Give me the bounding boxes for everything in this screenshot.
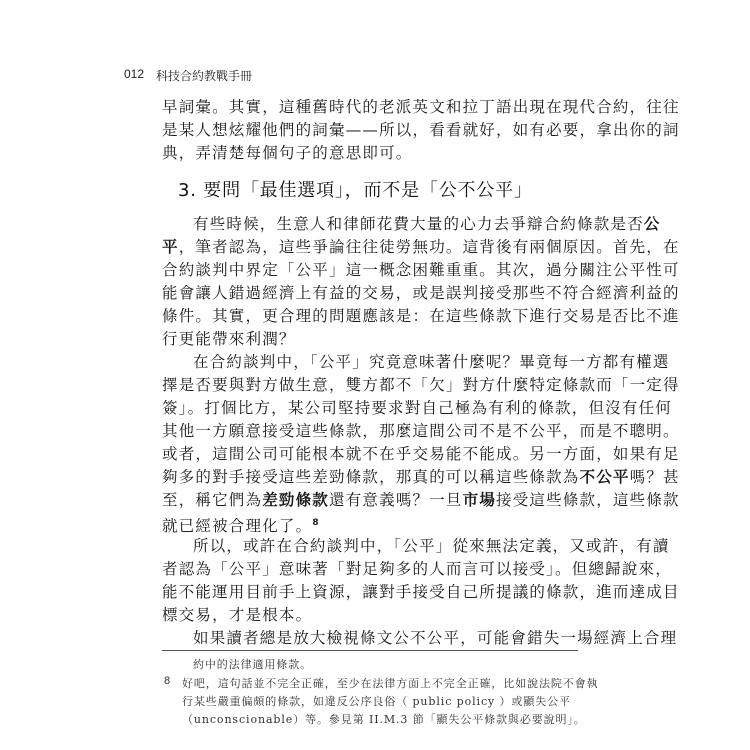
footnote-reference: 8 xyxy=(312,518,320,528)
p2-line-6: 夠多的對手接受這些差勁條款，那真的可以稱這些條款為不公平嗎？甚 xyxy=(162,468,680,486)
p1-line-2: 平，筆者認為，這些爭論往往徒勞無功。這背後有兩個原因。首先，在 xyxy=(162,238,680,256)
footnote-line-1: 好吧，這句話並不完全正確，至少在法律方面上不完全正確，比如說法院不會執 xyxy=(182,677,599,690)
footnote-number: 8 xyxy=(164,675,171,687)
footnote-line-2: 行某些嚴重偏頗的條款，如違反公序良俗（ public policy ）或顯失公平 xyxy=(182,695,571,708)
intro-line-2: 是某人想炫耀他們的詞彙——所以，看看就好，如有必要，拿出你的詞 xyxy=(162,121,680,139)
p2-line-8: 就已經被合理化了。$^8$ xyxy=(162,517,320,536)
intro-line-1: 早詞彙。其實，這種舊時代的老派英文和拉丁語出現在現代合約，往往 xyxy=(162,98,680,116)
bold-term: 市場 xyxy=(462,491,497,509)
p4-line-1: 如果讀者總是放大檢視條文公不公平，可能會錯失一場經濟上合理 xyxy=(193,629,678,647)
p3-line-2: 者認為「公平」意味著「對足夠多的人而言可以接受」。但總歸說來， xyxy=(162,560,672,578)
p2-line-7: 至，稱它們為差勁條款還有意義嗎？一旦市場接受這些條款，這些條款 xyxy=(162,491,680,509)
p3-line-3: 能不能運用目前手上資源，讓對手接受自己所提議的條款，進而達成目 xyxy=(162,583,680,601)
p2-line-4: 其他一方願意接受這些條款，那麼這間公司不是不公平，而是不聰明。 xyxy=(162,422,680,440)
p1-line-1: 有些時候，生意人和律師花費大量的心力去爭辯合約條款是否公 xyxy=(193,215,661,233)
intro-line-3: 典，弄清楚每個句子的意思即可。 xyxy=(162,144,413,162)
footnote-line-3: （unconscionable）等。參見第 II.M.3 節「顯失公平條款與必要說明」。 xyxy=(182,713,586,726)
page-number: 012 xyxy=(124,67,145,81)
running-header-title: 科技合約教戰手冊 xyxy=(156,69,253,83)
p1-line-6: 行更能帶來利潤？ xyxy=(162,330,296,348)
bold-term: 不公平 xyxy=(579,468,630,486)
p1-line-3: 合約談判中界定「公平」這一概念困難重重。其次，過分關注公平性可 xyxy=(162,261,680,279)
p1-line-5: 條件。其實，更合理的問題應該是：在這些條款下進行交易是否比不進 xyxy=(162,307,680,325)
bold-term: 平 xyxy=(162,238,179,256)
bold-term: 差勁條款 xyxy=(262,491,330,509)
p1-line-4: 能會讓人錯過經濟上有益的交易，或是誤判接受那些不符合經濟利益的 xyxy=(162,284,680,302)
p2-line-5: 或者，這間公司可能根本就不在乎交易能不能成。另一方面，如果有足 xyxy=(162,445,680,463)
section-heading: 3. 要問「最佳選項」，而不是「公不公平」 xyxy=(178,180,533,201)
p3-line-1: 所以，或許在合約談判中，「公平」從來無法定義，又或許，有讀 xyxy=(193,537,670,555)
footnote-continuation: 約中的法律適用條款。 xyxy=(193,658,312,671)
p2-line-3: 簽」。打個比方，某公司堅持要求對自己極為有利的條款，但沒有任何 xyxy=(162,399,672,417)
footnote-divider xyxy=(162,650,578,651)
p2-line-1: 在合約談判中，「公平」究竟意味著什麼呢？畢竟每一方都有權選 xyxy=(193,353,670,371)
bold-term: 公 xyxy=(643,215,661,233)
p3-line-4: 標交易，才是根本。 xyxy=(162,606,313,624)
p2-line-2: 擇是否要與對方做生意，雙方都不「欠」對方什麼特定條款而「一定得 xyxy=(162,376,680,394)
